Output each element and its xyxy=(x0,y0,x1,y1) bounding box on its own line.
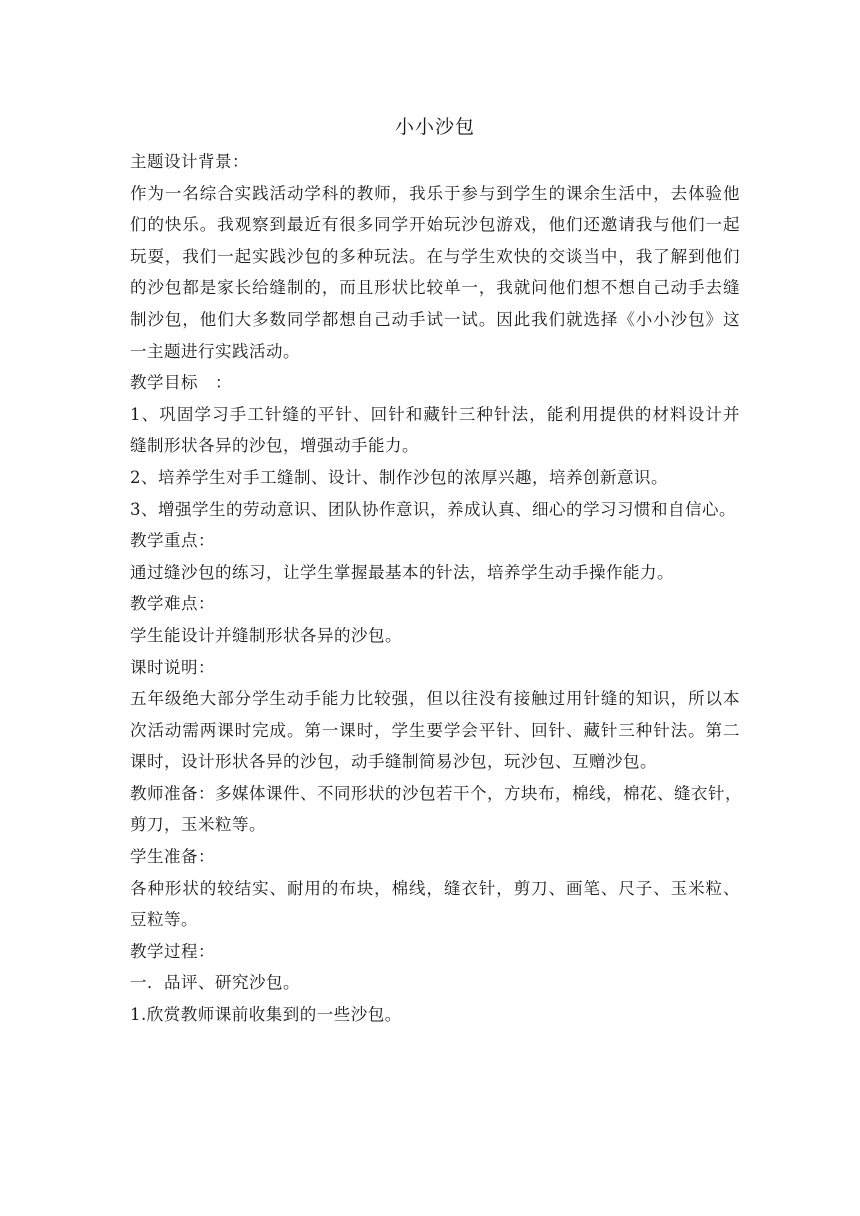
teacher-prep-line: 教师准备：多媒体课件、不同形状的沙包若干个，方块布，棉线，棉花、缝衣针， xyxy=(130,783,742,803)
period-line: 五年级绝大部分学生动手能力比较强，但以往没有接触过用针缝的知识，所以本 xyxy=(130,689,740,709)
difficulty-heading: 教学难点： xyxy=(130,594,215,614)
goal-1-line: 缝制形状各异的沙包，增强动手能力。 xyxy=(130,436,419,456)
period-heading: 课时说明： xyxy=(130,657,215,677)
difficulty-text: 学生能设计并缝制形状各异的沙包。 xyxy=(130,625,402,645)
student-prep-heading: 学生准备： xyxy=(130,847,215,867)
process-step: 一．品评、研究沙包。 xyxy=(130,973,300,993)
process-substep: 1.欣赏教师课前收集到的一些沙包。 xyxy=(130,1005,402,1025)
period-line: 次活动需两课时完成。第一课时，学生要学会平针、回针、藏针三种针法。第二 xyxy=(130,720,740,740)
background-line: 制沙包，他们大多数同学都想自己动手试一试。因此我们就选择《小小沙包》这 xyxy=(130,309,740,329)
document-title: 小小沙包 xyxy=(394,116,475,138)
document-page xyxy=(130,112,740,1031)
background-line: 玩耍，我们一起实践沙包的多种玩法。在与学生欢快的交谈当中，我了解到他们 xyxy=(130,246,740,266)
key-points-heading: 教学重点： xyxy=(130,531,215,551)
background-line: 的沙包都是家长给缝制的，而且形状比较单一，我就问他们想不想自己动手去缝 xyxy=(130,278,740,298)
goal-1-line: 1、巩固学习手工针缝的平针、回针和藏针三种针法，能利用提供的材料设计并 xyxy=(130,404,740,424)
student-prep-line: 豆粒等。 xyxy=(130,910,198,930)
period-line: 课时，设计形状各异的沙包，动手缝制简易沙包，玩沙包、互赠沙包。 xyxy=(130,752,657,772)
student-prep-line: 各种形状的较结实、耐用的布块，棉线，缝衣针，剪刀、画笔、尺子、玉米粒、 xyxy=(130,878,740,898)
goals-heading: 教学目标 ： xyxy=(130,373,232,393)
background-heading: 主题设计背景： xyxy=(130,152,249,171)
background-line: 一主题进行实践活动。 xyxy=(130,341,300,361)
goal-2: 2、培养学生对手工缝制、设计、制作沙包的浓厚兴趣，培养创新意识。 xyxy=(130,467,668,487)
goal-3: 3、增强学生的劳动意识、团队协作意识，养成认真、细心的学习习惯和自信心。 xyxy=(130,499,736,519)
teacher-prep-line: 剪刀，玉米粒等。 xyxy=(130,815,266,835)
key-points-text: 通过缝沙包的练习，让学生掌握最基本的针法，培养学生动手操作能力。 xyxy=(130,562,674,582)
background-line: 作为一名综合实践活动学科的教师，我乐于参与到学生的课余生活中，去体验他 xyxy=(130,183,740,203)
background-line: 们的快乐。我观察到最近有很多同学开始玩沙包游戏，他们还邀请我与他们一起 xyxy=(130,215,740,235)
process-heading: 教学过程： xyxy=(130,941,215,961)
